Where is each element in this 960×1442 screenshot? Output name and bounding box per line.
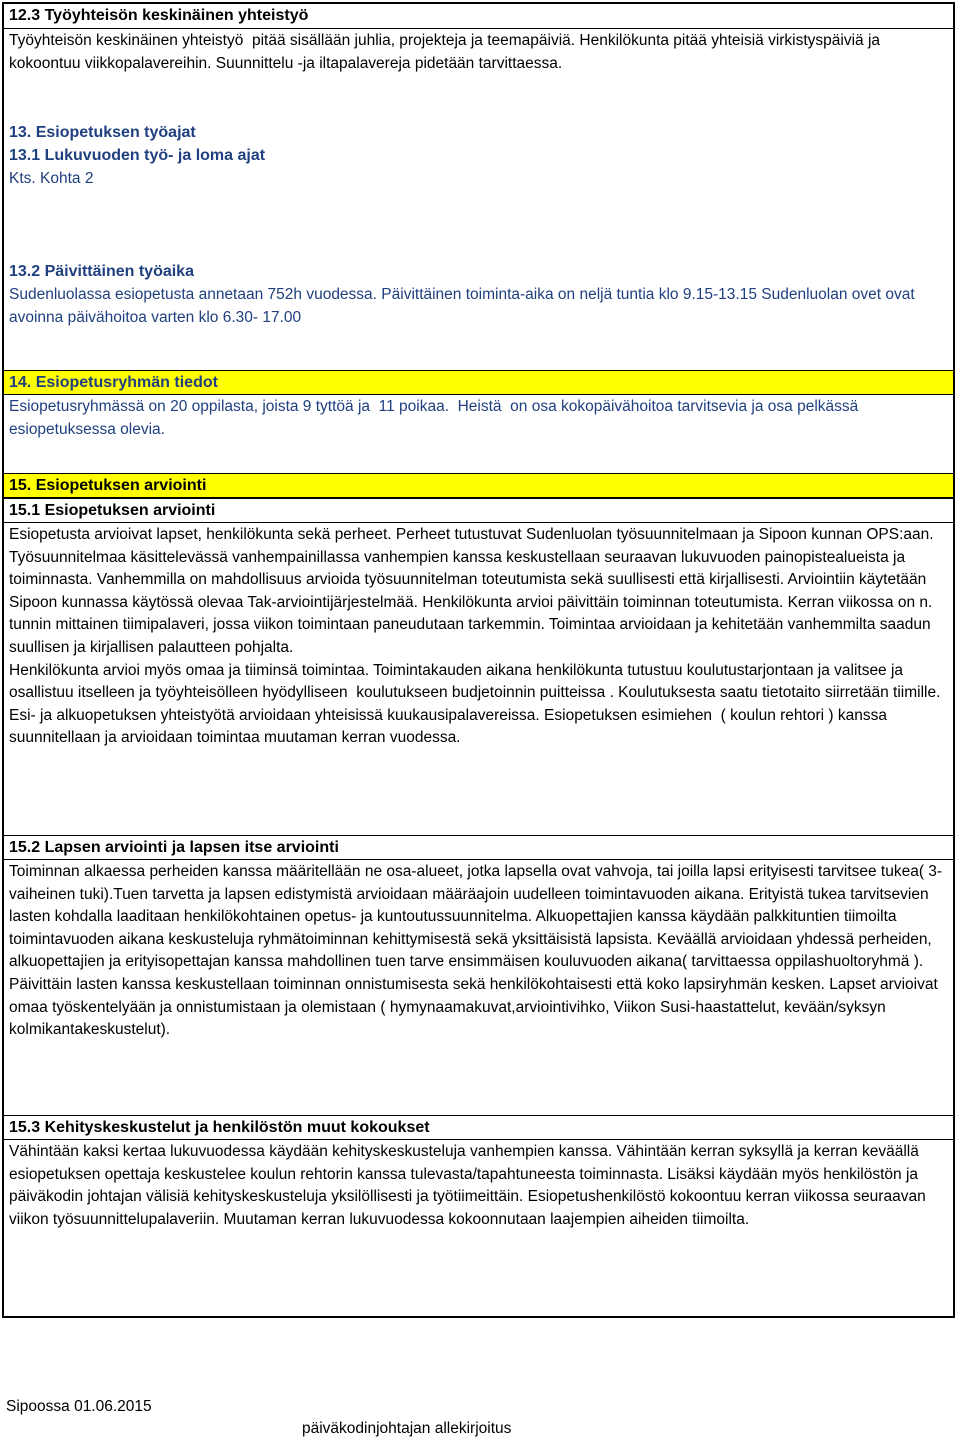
section-13-2-text: Sudenluolassa esiopetusta annetaan 752h vuodessa. Päivittäinen toiminta-aika on neljä tuntia klo 9.15-13.15 Sudenluolan ovet ovat avoinna päivähoitoa varten klo 6.30- 17.00 (9, 286, 919, 326)
section-13-heading: 13. Esiopetuksen työajat (9, 124, 196, 141)
section-13-2-heading: 13.2 Päivittäinen työaika (9, 263, 194, 280)
section-15-1-text: Esiopetusta arvioivat lapset, henkilökunta sekä perheet. Perheet tutustuvat Sudenluolan työsuunnitelmaan ja Sipoon kunnan OPS:aan. Työsuunnitelmaa käsittelevässä vanhempainillassa vanhempien kanssa keskustellaan seuraavan lukuvuoden painopistealueista ja toiminnasta. Vanhemmilla on mahdollisuus arvioida työsuunnitelman toteutumista sekä suullisesti että kirjallisesti. Arviointiin käytetään Sipoon kunnassa käytössä olevaa Tak-arviointijärjestelmää. Henkilökunta arvioi päivittäin toiminnan toteutumista. Kerran viikossa on n. tunnin mittainen tiimipalaveri, jossa viikon toimintaan paneudutaan tarkemmin. Toimintaa arvioidaan ja kehitetään vanhemmilta saadun suullisen ja kirjallisen palautteen pohjalta. Henkilökunta arvioi myös omaa ja tiiminsä toimintaa. Toimintakauden aikana henkilökunta tutustuu koulutustarjontaan ja valitsee ja osallistuu itselleen ja työyhteisölleen hyödylliseen koulutukseen budjetoinnin puitteissa . Koulutuksesta saatu tietotaito siirretään tiimille. Esi- ja alkuopetuksen yhteistyötä arvioidaan yhteisissä kuukausipalavereissa. Esiopetuksen esimiehen ( koulun rehtori ) kanssa suunnitellaan ja arvioidaan toimintaa muutaman kerran vuodessa. (9, 526, 941, 747)
section-12-3-text: Työyhteisön keskinäinen yhteistyö pitää sisällään juhlia, projekteja ja teemapäiviä. Henkilökunta pitää yhteisiä virkistyspäiviä ja kokoontuu viikkopalavereihin. Suunnittelu -ja iltapalavereja pidetään tarvittaessa. (9, 32, 889, 72)
section-13-1-heading: 13.1 Lukuvuoden työ- ja loma ajat (9, 147, 266, 164)
section-15-3-text: Vähintään kaksi kertaa lukuvuodessa käydään kehityskeskusteluja vanhempien kanssa. Vähintään kerran syksyllä ja kerran keväällä esiopetuksen opettaja keskustelee koulun rehtorin kanssa tulevasta/tapahtuneesta toiminnasta. Lisäksi käydään myös henkilöstön ja päiväkodin johtajan välisiä kehityskeskusteluja yksilöllisesti ja työtiimeittäin. Esiopetushenkilöstö kokoontuu kerran viikossa seuraavan viikon työsuunnittelupalaveriin. Muutaman kerran lukuvuodessa kokoonnutaan laajempien aiheiden tiimoilta. (9, 1143, 931, 1228)
section-15-heading: 15. Esiopetuksen arviointi (4, 473, 953, 498)
section-12-3-heading: 12.3 Työyhteisön keskinäinen yhteistyö (4, 4, 953, 29)
section-14-text: Esiopetusryhmässä on 20 oppilasta, joista 9 tyttöä ja 11 poikaa. Heistä on osa kokopäivähoitoa tarvitsevia ja osa pelkässä esiopetuksessa olevia. (9, 398, 863, 438)
section-15-2-text: Toiminnan alkaessa perheiden kanssa määritellään ne osa-alueet, jotka lapsella ovat vahvoja, tai joilla lapsi erityisesti tarvitsee tukea( 3-vaiheinen tuki).Tuen tarvetta ja lapsen edistymistä arvioidaan määräajoin uudelleen toimintavuoden aikana. Erityistä tukea tarvitsevien lasten kohdalla laaditaan henkilökohtainen opetus- ja kuntoutussuunnitelma. Alkuopettajien kanssa käydään palkkituntien tiimoilta toimintavuoden aikana keskusteluja ryhmätoiminnan kehittymisestä sekä yksittäisistä lapsista. Keväällä arvioidaan yhdessä perheiden, alkuopettajien ja erityisopettajan kanssa mahdollinen tuen tarve ensimmäisen kouluvuoden aikana( tarvittaessa oppilashuoltoryhmä ). Päivittäin lasten kanssa keskustellaan toiminnan onnistumisesta sekä henkilökohtaisesti että koko lapsiryhmän kesken. Lapset arvioivat omaa työskentelyään ja onnistumistaan ja olemistaan ( hymynaamakuvat,arviointivihko, Viikon Susi-haastattelut, kevään/syksyn kolmikantakeskustelut). (9, 863, 943, 1039)
section-15-1-heading: 15.1 Esiopetuksen arviointi (4, 498, 953, 523)
document-frame (2, 2, 955, 1318)
section-15-3-heading: 15.3 Kehityskeskustelut ja henkilöstön muut kokoukset (4, 1115, 953, 1140)
section-13-1-text: Kts. Kohta 2 (9, 170, 94, 187)
signature-label: päiväkodinjohtajan allekirjoitus (302, 1420, 512, 1437)
section-14-heading: 14. Esiopetusryhmän tiedot (4, 370, 953, 395)
section-15-2-heading: 15.2 Lapsen arviointi ja lapsen itse arviointi (4, 835, 953, 860)
place-date: Sipoossa 01.06.2015 (6, 1398, 152, 1415)
